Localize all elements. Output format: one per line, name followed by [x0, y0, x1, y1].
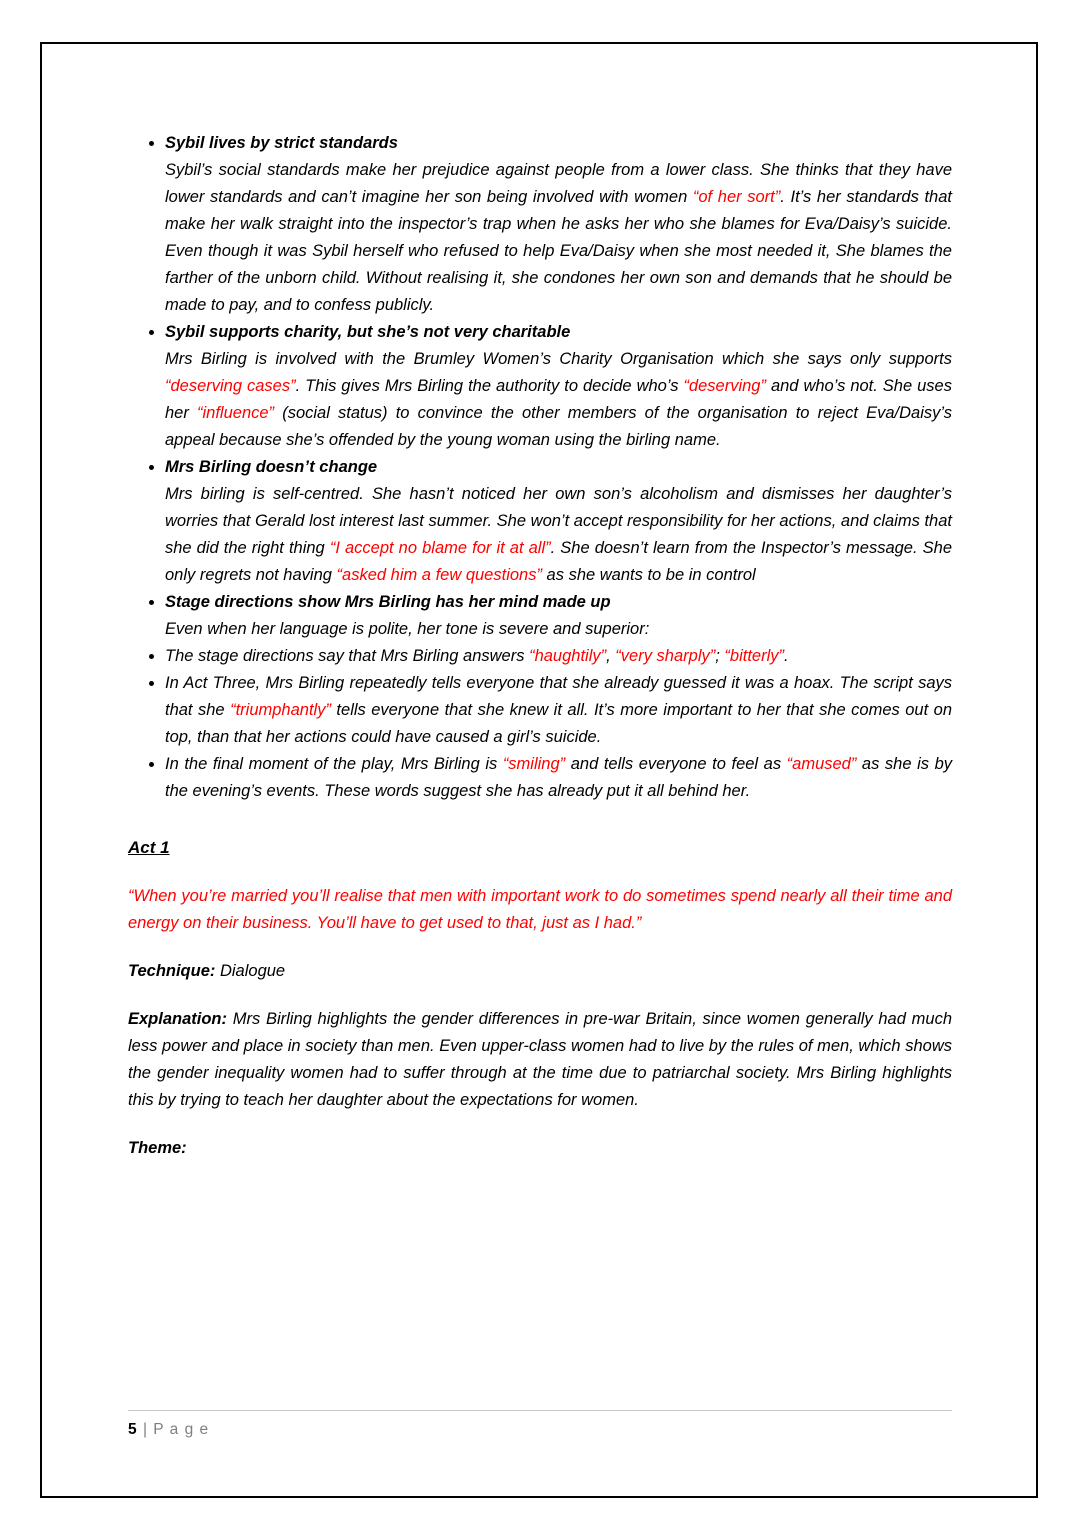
bullet-item	[165, 130, 952, 319]
bullet-body: Sybil’s social standards make her prejudice against people from a lower class. She thinks that they have lower standards and can’t imagine her son being involved with women “of her sort”. It’s her standards that make her walk straight into the inspector’s trap when he asks her who she blames for Eva/Daisy’s suicide. Even though it was Sybil herself who refused to help Eva/Daisy when she most needed it, She blames the farther of the unborn child. Without realising it, she condones her own son and demands that he should be made to pay, and to confess publicly.	[165, 161, 952, 314]
technique-line: Technique: Dialogue	[128, 962, 286, 980]
explanation-paragraph: Explanation: Mrs Birling highlights the gender differences in pre-war Britain, since women generally had much less power and place in society than men. Even upper-class women had to live by the rules of men, which shows the gender inequality women had to suffer through at the time due to patriarchal society. Mrs Birling highlights this by trying to teach her daughter about the expectations for women.	[128, 1010, 952, 1109]
bullet-item	[165, 751, 952, 805]
theme-label: Theme:	[128, 1139, 187, 1157]
bullet-body: Mrs birling is self-centred. She hasn’t noticed her own son’s alcoholism and dismisses her daughter’s worries that Gerald lost interest last summer. She won’t accept responsibility for her actions, and claims that she did the right thing “I accept no blame for it at all”. She doesn’t learn from the Inspector’s message. She only regrets not having “asked him a few questions” as she wants to be in control	[165, 485, 952, 584]
bullet-body: Mrs Birling is involved with the Brumley Women’s Charity Organisation which she says only supports “deserving cases”. This gives Mrs Birling the authority to decide who’s “deserving” and who’s not. She uses her “influence” (social status) to convince the other members of the organisation to reject Eva/Daisy’s appeal because she’s offended by the young woman using the birling name.	[165, 350, 952, 449]
bullet-heading: • Sybil supports charity, but she’s not very charitable	[165, 323, 571, 341]
bullet-heading: • Mrs Birling doesn’t change	[165, 458, 378, 476]
footer-page-number: 5	[128, 1421, 138, 1438]
document-content	[128, 130, 952, 1162]
bullet-item	[165, 319, 952, 454]
bullet-body: • In Act Three, Mrs Birling repeatedly tells everyone that she already guessed it was a hoax. The script says that she “triumphantly” tells everyone that she knew it all. It’s more important to her that she comes out on top, than that her actions could have caused a girl’s suicide.	[165, 674, 952, 746]
bullet-list	[128, 130, 952, 805]
bullet-heading: • Sybil lives by strict standards	[165, 134, 398, 152]
bullet-body: • In the final moment of the play, Mrs Birling is “smiling” and tells everyone to feel as “amused” as she is by the evening’s events. These words suggest she has already put it all behind her.	[165, 755, 952, 800]
footer-separator: |	[142, 1421, 148, 1438]
bullet-item	[165, 454, 952, 589]
act-heading: Act 1	[128, 838, 170, 857]
act-heading-row	[128, 805, 952, 862]
footer-divider	[128, 1410, 952, 1411]
act-quote: “When you’re married you’ll realise that men with important work to do sometimes spend nearly all their time and energy on their business. You’ll have to get used to that, just as I had.”	[128, 887, 952, 932]
bullet-body: • The stage directions say that Mrs Birling answers “haughtily”, “very sharply”; “bitterly”.	[165, 647, 789, 665]
bullet-item	[165, 589, 952, 643]
bullet-item	[165, 643, 952, 670]
footer-page-label: P a g e	[153, 1421, 210, 1438]
bullet-heading: • Stage directions show Mrs Birling has her mind made up	[165, 593, 611, 611]
page-footer	[128, 1421, 209, 1439]
bullet-item	[165, 670, 952, 751]
bullet-body: Even when her language is polite, her tone is severe and superior:	[165, 620, 650, 638]
